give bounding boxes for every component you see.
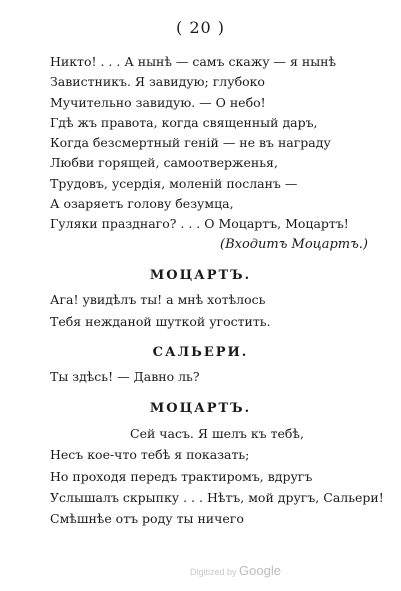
verse-line: Ты здѣсь! — Давно ль?	[50, 369, 200, 384]
verse-line: Никто! . . . А нынѣ — самъ скажу — я нынѣ	[50, 54, 337, 69]
verse-line: Смѣшнѣе отъ роду ты ничего	[50, 511, 244, 526]
speaker-name-mozart: МОЦАРТЪ.	[149, 401, 252, 416]
verse-line: Мучительно завидую. — О небо!	[50, 95, 266, 110]
page-number: ( 20 )	[175, 18, 225, 37]
stage-direction: (Входитъ Моцартъ.)	[220, 237, 368, 252]
speaker-name-mozart: МОЦАРТЪ.	[149, 268, 252, 283]
verse-line: Гдѣ жъ правота, когда священный даръ,	[50, 115, 318, 130]
verse-line: Сей часъ. Я шелъ къ тебѣ,	[130, 426, 304, 441]
watermark-prefix: Digitized by	[190, 567, 237, 577]
verse-line: Тебя нежданой шуткой угостить.	[50, 314, 271, 329]
verse-line: Трудовъ, усердія, моленій посланъ —	[50, 176, 298, 191]
verse-line: Но проходя передъ трактиромъ, вдругъ	[50, 469, 313, 484]
verse-line: Когда безсмертный геній — не въ награду	[50, 135, 331, 150]
verse-line: Несъ кое-что тебѣ я показать;	[50, 447, 250, 462]
digitization-watermark	[190, 563, 281, 578]
verse-line: Ага! увидѣлъ ты! а мнѣ хотѣлось	[50, 292, 266, 307]
watermark-brand: Google	[239, 563, 281, 578]
verse-line: Гуляки празднаго? . . . О Моцартъ, Моцартъ!	[50, 216, 349, 231]
verse-line: Услышалъ скрыпку . . . Нѣтъ, мой другъ, Сальери!	[50, 490, 384, 505]
speaker-name-salieri: САЛЬЕРИ.	[152, 345, 249, 360]
verse-line: А озаряетъ голову безумца,	[50, 196, 234, 211]
verse-line: Любви горящей, самоотверженья,	[50, 155, 278, 170]
verse-line: Завистникъ. Я завидую; глубоко	[50, 74, 265, 89]
